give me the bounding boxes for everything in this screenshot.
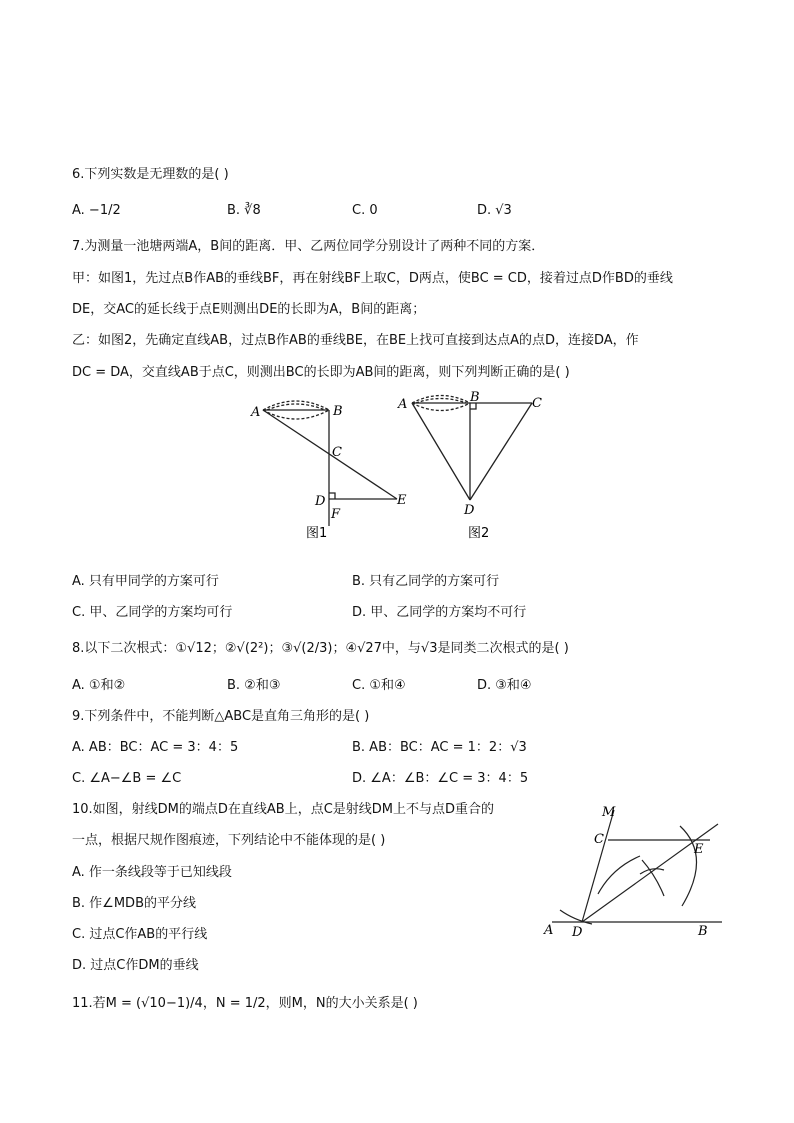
q8-stem: 8.以下二次根式：①√12；②√(2²)；③√(2/3)；④√27中，与√3是同类二次根式的是( ) <box>72 641 569 656</box>
fig1-label-b: B <box>333 404 343 419</box>
q10-label-b: B <box>698 924 708 939</box>
fig2-label-a: A <box>398 397 408 412</box>
q7-option-d: D. 甲、乙同学的方案均不可行 <box>352 605 527 620</box>
q10-label-m: M <box>602 805 616 820</box>
q10-label-c: C <box>594 832 604 847</box>
q9-option-d: D. ∠A：∠B：∠C = 3：4：5 <box>352 771 529 786</box>
q9-option-c: C. ∠A−∠B = ∠C <box>72 771 182 786</box>
q6-option-c: C. 0 <box>352 203 378 218</box>
fig2-label-d: D <box>464 503 475 518</box>
q7-option-c: C. 甲、乙同学的方案均可行 <box>72 605 233 620</box>
q7-jia-line1: 甲：如图1，先过点B作AB的垂线BF，再在射线BF上取C，D两点，使BC = CD，接着过点D作BD的垂线 <box>72 271 673 286</box>
fig2-label-c: C <box>532 396 542 411</box>
q10-option-b: B. 作∠MDB的平分线 <box>72 896 196 911</box>
fig1-label-f: F <box>331 507 341 522</box>
q6-option-d: D. √3 <box>477 203 512 218</box>
q7-option-a: A. 只有甲同学的方案可行 <box>72 574 219 589</box>
q6-option-a: A. −1/2 <box>72 203 121 218</box>
q9-option-b: B. AB：BC：AC = 1：2：√3 <box>352 740 527 755</box>
fig2-label-b: B <box>470 390 480 405</box>
q7-yi-line1: 乙：如图2，先确定直线AB，过点B作AB的垂线BE，在BE上找可直接到达点A的点D，连接DA，作 <box>72 333 639 348</box>
q10-label-d: D <box>572 925 583 940</box>
q10-stem-line2: 一点，根据尺规作图痕迹，下列结论中不能体现的是( ) <box>72 833 386 848</box>
q8-option-b: B. ②和③ <box>227 678 281 693</box>
q8-option-a: A. ①和② <box>72 678 126 693</box>
q10-option-c: C. 过点C作AB的平行线 <box>72 927 208 942</box>
q11-stem: 11.若M = (√10−1)/4，N = 1/2，则M，N的大小关系是( ) <box>72 996 418 1011</box>
q6-option-b: B. ∛8 <box>227 203 261 218</box>
q10-label-a: A <box>544 923 554 938</box>
fig1-label-a: A <box>251 405 261 420</box>
q10-label-e: E <box>694 842 704 857</box>
fig1-label-e: E <box>397 493 407 508</box>
q7-option-b: B. 只有乙同学的方案可行 <box>352 574 500 589</box>
q9-option-a: A. AB：BC：AC = 3：4：5 <box>72 740 239 755</box>
q6-stem: 6.下列实数是无理数的是( ) <box>72 167 229 182</box>
q10-option-a: A. 作一条线段等于已知线段 <box>72 865 232 880</box>
fig2-caption: 图2 <box>468 526 490 541</box>
q8-option-d: D. ③和④ <box>477 678 532 693</box>
q9-stem: 9.下列条件中，不能判断△ABC是直角三角形的是( ) <box>72 709 370 724</box>
q8-option-c: C. ①和④ <box>352 678 406 693</box>
fig1-label-d: D <box>315 494 326 509</box>
q10-stem-line1: 10.如图，射线DM的端点D在直线AB上，点C是射线DM上不与点D重合的 <box>72 802 495 817</box>
fig1-caption: 图1 <box>306 526 328 541</box>
q10-option-d: D. 过点C作DM的垂线 <box>72 958 199 973</box>
q7-stem: 7.为测量一池塘两端A，B间的距离．甲、乙两位同学分别设计了两种不同的方案． <box>72 239 545 254</box>
q7-yi-line2: DC = DA，交直线AB于点C，则测出BC的长即为AB间的距离，则下列判断正确的是( ) <box>72 365 570 380</box>
q7-figure-2 <box>390 388 560 548</box>
fig1-label-c: C <box>332 445 342 460</box>
q7-jia-line2: DE，交AC的延长线于点E则测出DE的长即为A，B间的距离； <box>72 302 426 317</box>
q10-figure <box>540 798 730 943</box>
